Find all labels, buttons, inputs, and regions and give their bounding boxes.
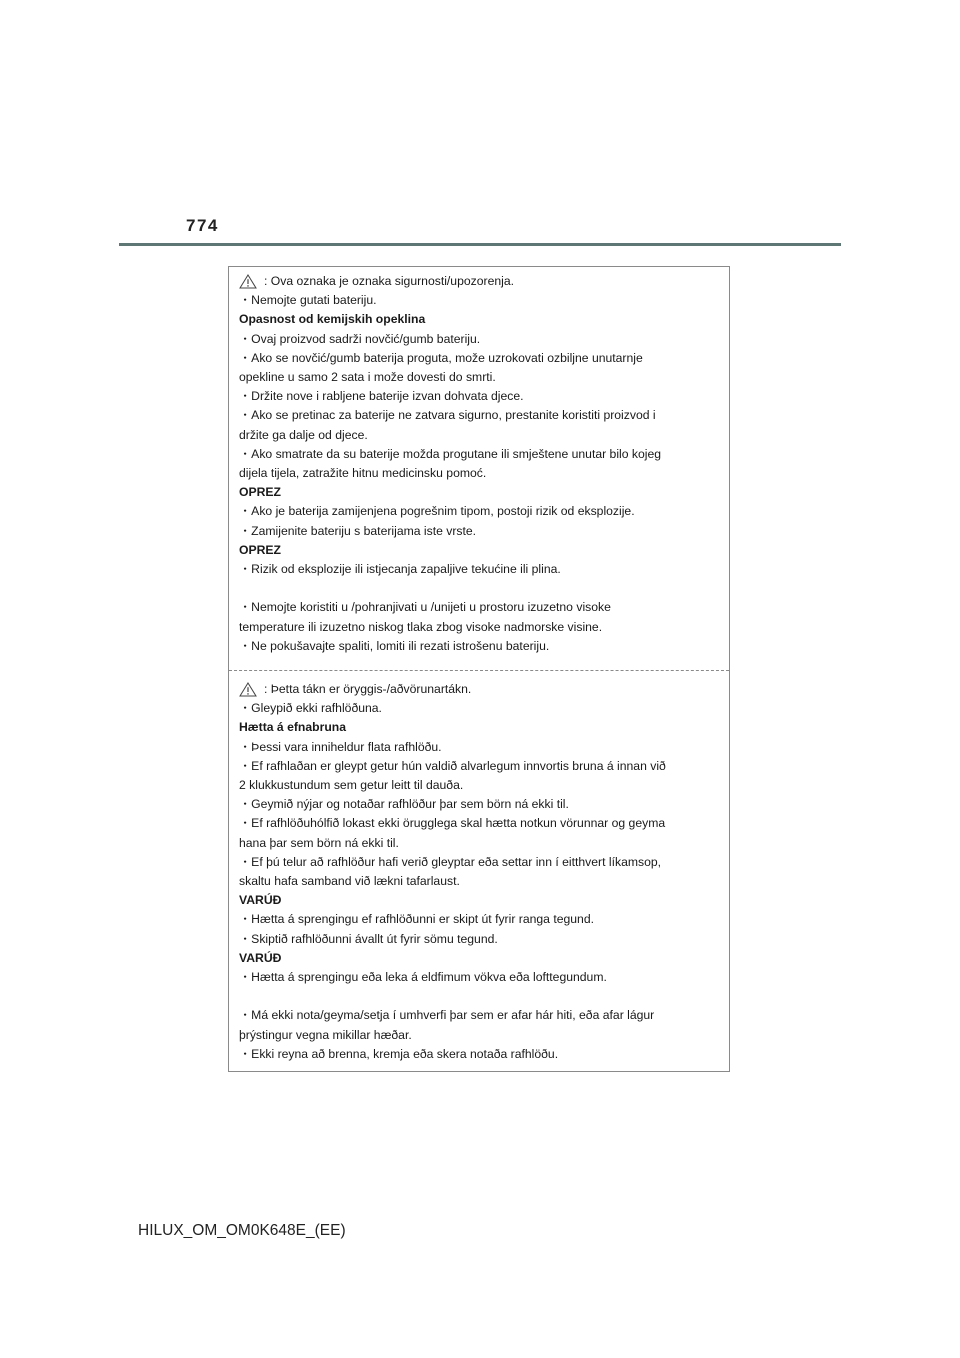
- warning-heading: Hætta á efnabruna: [239, 720, 346, 735]
- warning-text-line: ・Skiptið rafhlöðunni ávallt út fyrir sömu tegund.: [239, 931, 498, 946]
- warning-text-line: ・Ako se pretinac za baterije ne zatvara sigurno, prestanite koristiti proizvod i: [239, 408, 656, 423]
- icelandic-lines: [239, 699, 723, 1064]
- warning-text-line: držite ga dalje od djece.: [239, 427, 368, 442]
- warning-text-line: dijela tijela, zatražite hitnu medicinsku pomoć.: [239, 466, 487, 481]
- icelandic-warning-section: [239, 680, 723, 1064]
- warning-heading: VARÚÐ: [239, 950, 282, 965]
- battery-warning-box: [228, 266, 730, 1072]
- warning-text-line: temperature ili izuzetno niskog tlaka zbog visoke nadmorske visine.: [239, 619, 603, 634]
- warning-heading: OPREZ: [239, 542, 281, 557]
- warning-text-line: ・Ako se novčić/gumb baterija proguta, može uzrokovati ozbiljne unutarnje: [239, 350, 643, 365]
- warning-text-line: ・Rizik od eksplozije ili istjecanja zapaljive tekućine ili plina.: [239, 562, 561, 577]
- warning-text-line: ・Držite nove i rabljene baterije izvan dohvata djece.: [239, 389, 524, 404]
- warning-triangle-icon: [239, 274, 257, 289]
- warning-text-line: ・Ovaj proizvod sadrži novčić/gumb bateriju.: [239, 331, 481, 346]
- warning-text-line: ・Hætta á sprengingu eða leka á eldfimum vökva eða lofttegundum.: [239, 970, 607, 985]
- warning-text-line: ・Ako je baterija zamijenjena pogrešnim tipom, postoji rizik od eksplozije.: [239, 504, 635, 519]
- section-divider: [229, 670, 729, 671]
- warning-text-line: ・Ef rafhlöðuhólfið lokast ekki örugglega skal hætta notkun vörunnar og geyma: [239, 816, 666, 831]
- warning-text-line: hana þar sem börn ná ekki til.: [239, 835, 399, 850]
- warning-text-line: ・Nemojte gutati bateriju.: [239, 293, 377, 308]
- document-code: HILUX_OM_OM0K648E_(EE): [138, 1222, 346, 1239]
- icelandic-symbol-text: : Þetta tákn er öryggis-/aðvörunartákn.: [264, 682, 472, 696]
- icelandic-symbol-row: [239, 680, 723, 699]
- warning-text-line: ・Má ekki nota/geyma/setja í umhverfi þar sem er afar hár hiti, eða afar lágur: [239, 1008, 655, 1023]
- warning-text-line: ・Zamijenite bateriju s baterijama iste vrste.: [239, 523, 477, 538]
- croatian-lines: [239, 291, 723, 656]
- croatian-symbol-row: [239, 272, 723, 291]
- warning-heading: Opasnost od kemijskih opeklina: [239, 312, 426, 327]
- warning-text-line: ・Ako smatrate da su baterije možda progutane ili smještene unutar bilo kojeg: [239, 446, 662, 461]
- warning-text-line: ・Ekki reyna að brenna, kremja eða skera notaða rafhlöðu.: [239, 1046, 559, 1061]
- warning-text-line: ・Ef þú telur að rafhlöður hafi verið gleyptar eða settar inn í eitthvert líkamsop,: [239, 854, 662, 869]
- warning-text-line: opekline u samo 2 sata i može dovesti do smrti.: [239, 370, 496, 385]
- warning-text-line: ・Nemojte koristiti u /pohranjivati u /unijeti u prostoru izuzetno visoke: [239, 600, 611, 615]
- warning-text-line: ・Geymið nýjar og notaðar rafhlöður þar sem börn ná ekki til.: [239, 797, 569, 812]
- warning-text-line: 2 klukkustundum sem getur leitt til dauða.: [239, 778, 464, 793]
- warning-heading: VARÚÐ: [239, 893, 282, 908]
- croatian-warning-section: [239, 272, 723, 656]
- header-rule: [119, 243, 841, 246]
- warning-text-line: ・Ef rafhlaðan er gleypt getur hún valdið alvarlegum innvortis bruna á innan við: [239, 758, 666, 773]
- blank-line: [239, 579, 723, 598]
- warning-text-line: skaltu hafa samband við lækni tafarlaust.: [239, 874, 460, 889]
- warning-triangle-icon: [239, 682, 257, 697]
- page-number: 774: [186, 216, 219, 235]
- blank-line: [239, 987, 723, 1006]
- warning-text-line: ・Ne pokušavajte spaliti, lomiti ili rezati istrošenu bateriju.: [239, 638, 550, 653]
- warning-text-line: ・Þessi vara inniheldur flata rafhlöðu.: [239, 739, 442, 754]
- warning-text-line: ・Gleypið ekki rafhlöðuna.: [239, 701, 382, 716]
- warning-text-line: ・Hætta á sprengingu ef rafhlöðunni er skipt út fyrir ranga tegund.: [239, 912, 594, 927]
- warning-text-line: þrýstingur vegna mikillar hæðar.: [239, 1027, 412, 1042]
- croatian-symbol-text: : Ova oznaka je oznaka sigurnosti/upozorenja.: [264, 274, 514, 288]
- warning-heading: OPREZ: [239, 485, 281, 500]
